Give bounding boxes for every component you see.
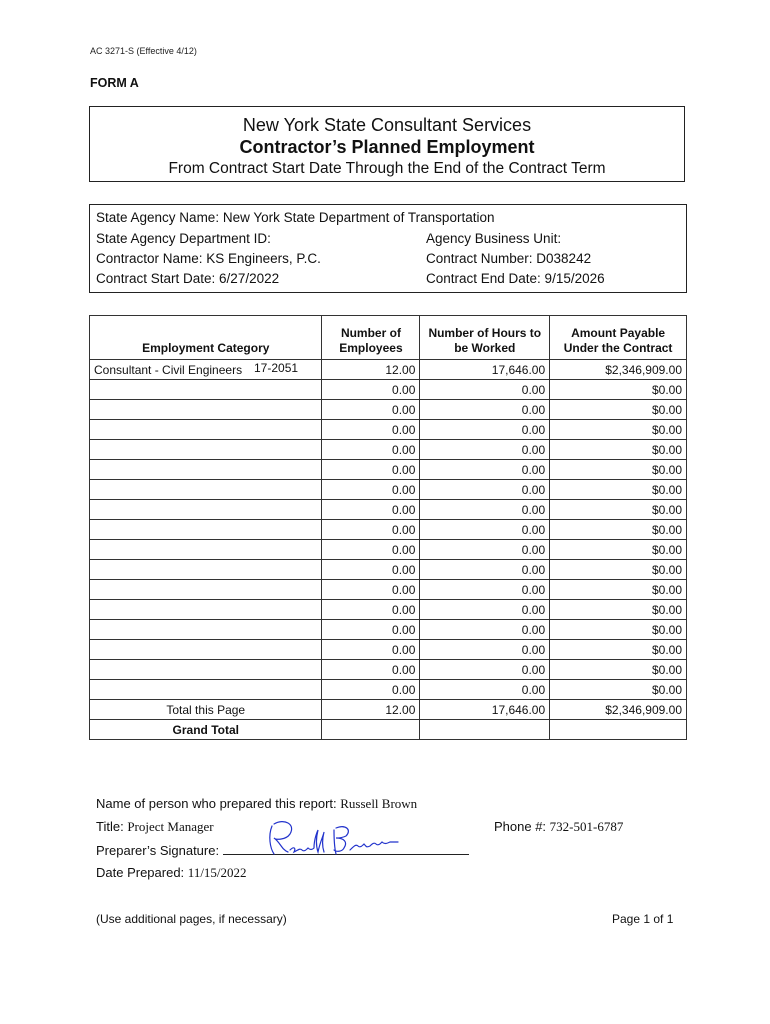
form-code: AC 3271-S (Effective 4/12): [90, 46, 197, 56]
hours-cell: 0.00: [420, 500, 550, 520]
form-label: FORM A: [90, 76, 139, 90]
table-row: [90, 600, 687, 620]
amount-cell: $0.00: [550, 620, 687, 640]
phone-value: 732-501-6787: [549, 819, 624, 834]
page-title: Contractor’s Planned Employment: [239, 137, 535, 157]
category-cell: [90, 640, 322, 660]
employees-cell: 0.00: [322, 640, 420, 660]
employees-cell: 0.00: [322, 540, 420, 560]
table-row: [90, 460, 687, 480]
table-row: [90, 400, 687, 420]
hours-cell: 0.00: [420, 660, 550, 680]
amount-cell: $0.00: [550, 520, 687, 540]
header-category: Employment Category: [90, 316, 322, 360]
title-box: [89, 106, 685, 182]
employees-cell: 0.00: [322, 480, 420, 500]
table-row: [90, 440, 687, 460]
amount-cell: $0.00: [550, 480, 687, 500]
hours-cell: 0.00: [420, 560, 550, 580]
phone-label: Phone #:: [494, 819, 547, 834]
date-prepared-line: [96, 865, 247, 881]
date-prepared-label: Date Prepared:: [96, 865, 185, 880]
total-amount: $2,346,909.00: [550, 700, 687, 720]
preparer-name-label: Name of person who prepared this report:: [96, 796, 337, 811]
amount-cell: $0.00: [550, 380, 687, 400]
contract-end-date: Contract End Date: 9/15/2026: [426, 271, 605, 286]
category-cell: [90, 520, 322, 540]
employees-cell: 0.00: [322, 560, 420, 580]
category-cell: [90, 380, 322, 400]
hours-cell: 0.00: [420, 420, 550, 440]
employees-cell: 0.00: [322, 620, 420, 640]
table-row: [90, 580, 687, 600]
category-cell: [90, 580, 322, 600]
amount-cell: $0.00: [550, 660, 687, 680]
table-row: [90, 480, 687, 500]
hours-cell: 0.00: [420, 600, 550, 620]
amount-cell: $0.00: [550, 560, 687, 580]
total-employees: 12.00: [322, 700, 420, 720]
page-number: Page 1 of 1: [612, 912, 674, 926]
additional-pages-note: (Use additional pages, if necessary): [96, 912, 287, 926]
category-cell: [90, 540, 322, 560]
grand-total-row: [90, 720, 687, 740]
amount-cell: $0.00: [550, 640, 687, 660]
amount-cell: $0.00: [550, 680, 687, 700]
table-row: [90, 560, 687, 580]
header-hours: Number of Hours to be Worked: [420, 316, 550, 360]
employees-cell: 0.00: [322, 400, 420, 420]
category-cell: [90, 400, 322, 420]
phone-line: [494, 819, 623, 835]
title-subtitle: From Contract Start Date Through the End of the Contract Term: [168, 160, 606, 177]
hours-cell: 0.00: [420, 460, 550, 480]
preparer-title-line: [96, 819, 214, 835]
category-cell: [90, 600, 322, 620]
signature-label: Preparer’s Signature:: [96, 843, 220, 858]
amount-cell: $0.00: [550, 400, 687, 420]
table-row: [90, 380, 687, 400]
hours-cell: 0.00: [420, 480, 550, 500]
category-cell: [90, 460, 322, 480]
employees-cell: 0.00: [322, 500, 420, 520]
amount-cell: $0.00: [550, 580, 687, 600]
employees-cell: 0.00: [322, 440, 420, 460]
table-row: [90, 680, 687, 700]
category-cell: [90, 420, 322, 440]
amount-cell: $0.00: [550, 420, 687, 440]
employees-cell: 0.00: [322, 520, 420, 540]
preparer-title-label: Title:: [96, 819, 124, 834]
grand-total-employees: [322, 720, 420, 740]
table-row: [90, 500, 687, 520]
business-unit: Agency Business Unit:: [426, 231, 562, 246]
category-cell: [90, 360, 322, 380]
contract-start-date: Contract Start Date: 6/27/2022: [96, 271, 280, 286]
header-employees: Number of Employees: [322, 316, 420, 360]
employees-cell: 0.00: [322, 580, 420, 600]
preparer-name-value: Russell Brown: [340, 796, 418, 811]
table-header-row: [90, 316, 687, 360]
hours-cell: 0.00: [420, 620, 550, 640]
agency-name: State Agency Name: New York State Department of Transportation: [96, 210, 495, 225]
contract-info-box: [89, 204, 687, 293]
grand-total-label: Grand Total: [90, 720, 322, 740]
hours-cell: 17,646.00: [420, 360, 550, 380]
table-row: [90, 620, 687, 640]
hours-cell: 0.00: [420, 540, 550, 560]
total-label: Total this Page: [90, 700, 322, 720]
contractor-name: Contractor Name: KS Engineers, P.C.: [96, 251, 321, 266]
category-cell: [90, 480, 322, 500]
category-cell: [90, 620, 322, 640]
employees-cell: 0.00: [322, 380, 420, 400]
employees-cell: 12.00: [322, 360, 420, 380]
total-hours: 17,646.00: [420, 700, 550, 720]
employees-cell: 0.00: [322, 660, 420, 680]
employment-table: [89, 315, 687, 740]
grand-total-amount: [550, 720, 687, 740]
amount-cell: $0.00: [550, 460, 687, 480]
table-row: [90, 640, 687, 660]
table-row: [90, 520, 687, 540]
category-cell: [90, 680, 322, 700]
category-cell: [90, 500, 322, 520]
employees-cell: 0.00: [322, 460, 420, 480]
category-cell: [90, 440, 322, 460]
category-cell: [90, 560, 322, 580]
amount-cell: $2,346,909.00: [550, 360, 687, 380]
hours-cell: 0.00: [420, 440, 550, 460]
date-prepared-value: 11/15/2022: [187, 865, 247, 880]
category-name: Consultant - Civil Engineers: [94, 362, 243, 377]
preparer-title-value: Project Manager: [127, 819, 214, 834]
grand-total-hours: [420, 720, 550, 740]
employees-cell: 0.00: [322, 680, 420, 700]
category-cell: [90, 660, 322, 680]
total-this-page-row: [90, 700, 687, 720]
table-row: [90, 420, 687, 440]
department-id: State Agency Department ID:: [96, 231, 271, 246]
contract-number: Contract Number: D038242: [426, 251, 592, 266]
hours-cell: 0.00: [420, 520, 550, 540]
amount-cell: $0.00: [550, 440, 687, 460]
hours-cell: 0.00: [420, 380, 550, 400]
category-code: 17-2051: [254, 361, 299, 375]
preparer-name-line: [96, 796, 417, 812]
table-row: [90, 360, 687, 380]
hours-cell: 0.00: [420, 640, 550, 660]
employees-cell: 0.00: [322, 600, 420, 620]
title-line-1: New York State Consultant Services: [242, 115, 532, 135]
hours-cell: 0.00: [420, 580, 550, 600]
amount-cell: $0.00: [550, 500, 687, 520]
amount-cell: $0.00: [550, 540, 687, 560]
table-row: [90, 540, 687, 560]
employees-cell: 0.00: [322, 420, 420, 440]
hours-cell: 0.00: [420, 680, 550, 700]
handwritten-signature-icon: [262, 816, 412, 862]
table-row: [90, 660, 687, 680]
hours-cell: 0.00: [420, 400, 550, 420]
amount-cell: $0.00: [550, 600, 687, 620]
header-amount: Amount Payable Under the Contract: [550, 316, 687, 360]
